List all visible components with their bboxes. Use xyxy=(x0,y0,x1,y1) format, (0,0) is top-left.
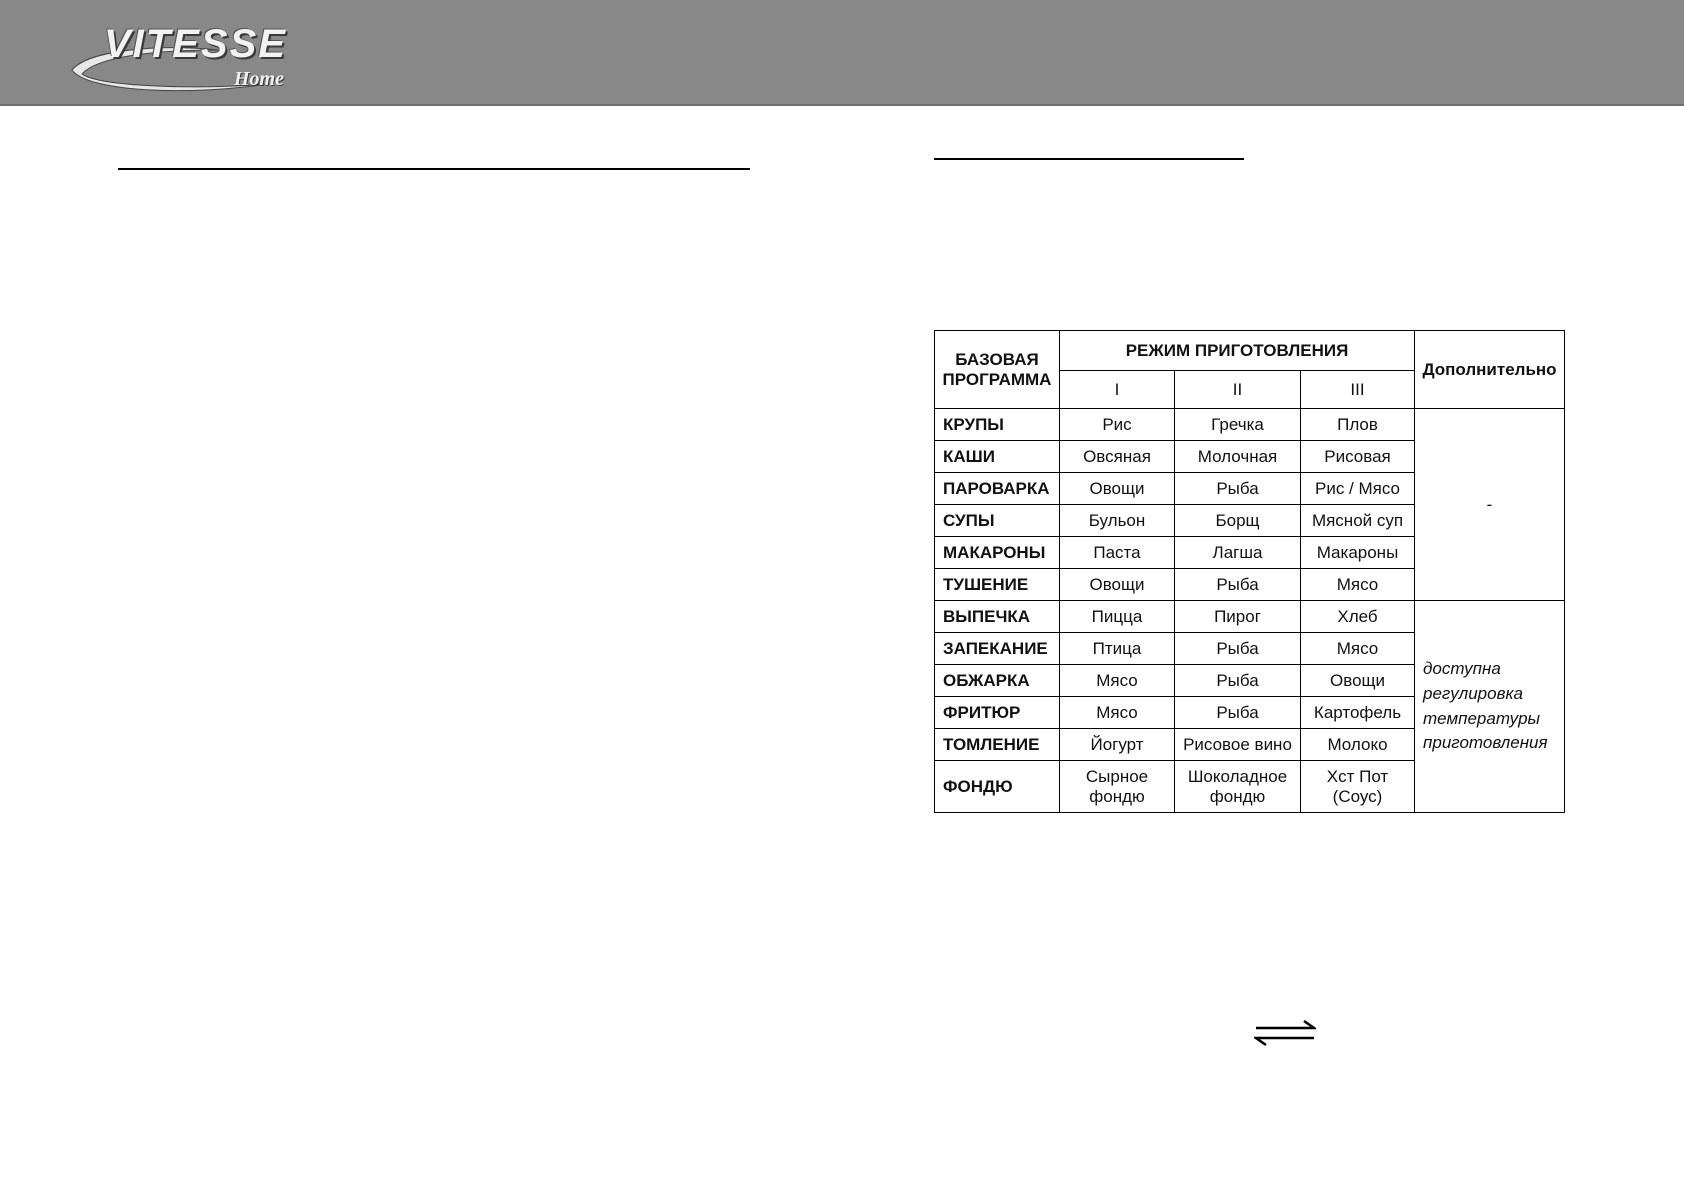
program-name: КРУПЫ xyxy=(935,409,1060,441)
mode-cell: Бульон xyxy=(1060,505,1175,537)
mode-cell: Картофель xyxy=(1301,697,1415,729)
mode-number: I xyxy=(1060,371,1175,409)
mode-cell: Молочная xyxy=(1175,441,1301,473)
right-heading-rule xyxy=(934,158,1244,160)
mode-cell: Овощи xyxy=(1301,665,1415,697)
mode-cell: Пицца xyxy=(1060,601,1175,633)
mode-cell: Хст Пот (Соус) xyxy=(1301,761,1415,813)
mode-cell: Мясо xyxy=(1301,633,1415,665)
mode-cell: Мясо xyxy=(1060,665,1175,697)
mode-cell: Овощи xyxy=(1060,473,1175,505)
extra-dash: - xyxy=(1415,409,1565,601)
mode-cell: Хлеб xyxy=(1301,601,1415,633)
mode-cell: Рисовое вино xyxy=(1175,729,1301,761)
mode-cell: Йогурт xyxy=(1060,729,1175,761)
mode-cell: Рис xyxy=(1060,409,1175,441)
mode-cell: Рисовая xyxy=(1301,441,1415,473)
program-name: ПАРОВАРКА xyxy=(935,473,1060,505)
program-name: ТОМЛЕНИЕ xyxy=(935,729,1060,761)
cooking-program-table xyxy=(934,330,1565,813)
mode-cell: Молоко xyxy=(1301,729,1415,761)
program-name: ТУШЕНИЕ xyxy=(935,569,1060,601)
double-arrow-icon xyxy=(1254,1020,1316,1046)
vitesse-logo xyxy=(68,22,308,94)
program-name: МАКАРОНЫ xyxy=(935,537,1060,569)
program-name: КАШИ xyxy=(935,441,1060,473)
program-name: ФРИТЮР xyxy=(935,697,1060,729)
mode-cell: Птица xyxy=(1060,633,1175,665)
mode-cell: Паста xyxy=(1060,537,1175,569)
mode-cell: Плов xyxy=(1301,409,1415,441)
mode-number: II xyxy=(1175,371,1301,409)
mode-cell: Сырное фондю xyxy=(1060,761,1175,813)
logo-brand-text: VITESSE xyxy=(104,22,287,66)
mode-number: III xyxy=(1301,371,1415,409)
mode-cell: Макароны xyxy=(1301,537,1415,569)
mode-cell: Рыба xyxy=(1175,569,1301,601)
table-row xyxy=(935,601,1565,633)
mode-cell: Борщ xyxy=(1175,505,1301,537)
mode-cell: Гречка xyxy=(1175,409,1301,441)
mode-cell: Рыба xyxy=(1175,697,1301,729)
extra-temperature-note: доступна регулировка температуры приготовления xyxy=(1415,601,1565,813)
mode-cell: Овсяная xyxy=(1060,441,1175,473)
table-row xyxy=(935,409,1565,441)
header-bar xyxy=(0,0,1684,106)
program-name: ЗАПЕКАНИЕ xyxy=(935,633,1060,665)
mode-cell: Лагша xyxy=(1175,537,1301,569)
mode-cell: Рыба xyxy=(1175,473,1301,505)
mode-cell: Рыба xyxy=(1175,665,1301,697)
mode-cell: Мясо xyxy=(1301,569,1415,601)
logo-sub-text: Home xyxy=(234,68,284,90)
table-header-row xyxy=(935,331,1565,371)
left-heading-rule xyxy=(118,168,750,170)
mode-cell: Мясо xyxy=(1060,697,1175,729)
mode-cell: Овощи xyxy=(1060,569,1175,601)
program-name: ОБЖАРКА xyxy=(935,665,1060,697)
program-name: ФОНДЮ xyxy=(935,761,1060,813)
mode-cell: Шоколадное фондю xyxy=(1175,761,1301,813)
mode-cell: Пирог xyxy=(1175,601,1301,633)
program-name: СУПЫ xyxy=(935,505,1060,537)
header-program: БАЗОВАЯ ПРОГРАММА xyxy=(935,331,1060,409)
program-name: ВЫПЕЧКА xyxy=(935,601,1060,633)
header-extra: Дополнительно xyxy=(1415,331,1565,409)
mode-cell: Рыба xyxy=(1175,633,1301,665)
header-mode: РЕЖИМ ПРИГОТОВЛЕНИЯ xyxy=(1060,331,1415,371)
mode-cell: Рис / Мясо xyxy=(1301,473,1415,505)
mode-cell: Мясной суп xyxy=(1301,505,1415,537)
